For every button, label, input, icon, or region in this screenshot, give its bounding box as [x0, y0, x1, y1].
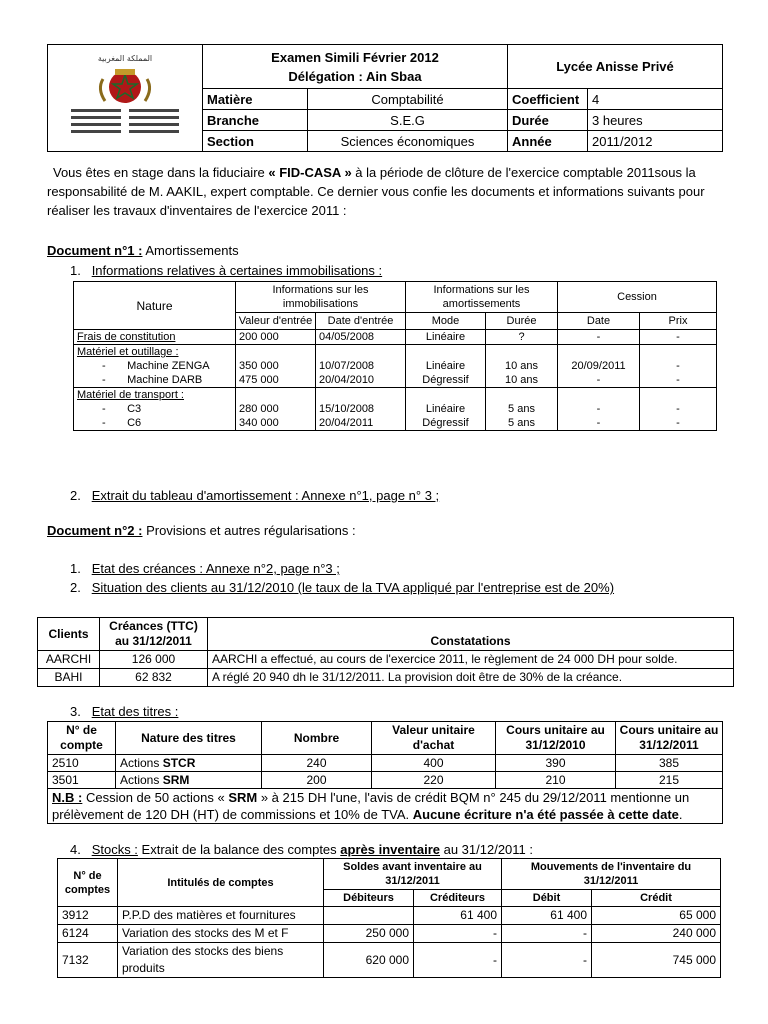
t2-cell: AARCHI	[38, 651, 100, 669]
t1-cell: -	[640, 402, 717, 416]
t3-note	[48, 789, 723, 824]
t1-cell: - C3	[74, 402, 236, 416]
t4-cell: 250 000	[324, 925, 414, 943]
t4-cell: 3912	[58, 907, 118, 925]
t1-cell	[316, 388, 406, 403]
t3-cell: 2510	[48, 755, 116, 772]
t4-cell: 61 400	[414, 907, 502, 925]
t4-cell: Variation des stocks des biens produits	[118, 943, 324, 978]
t4-cell: 7132	[58, 943, 118, 978]
label-annee: Année	[508, 131, 588, 152]
t1-cell: 10 ans	[486, 359, 558, 373]
t1-cell: Linéaire	[406, 330, 486, 345]
t4-cell: 620 000	[324, 943, 414, 978]
t1-cell: -	[640, 373, 717, 388]
t1-cell: 20/04/2010	[316, 373, 406, 388]
doc1-title: Amortissements	[142, 243, 239, 258]
t1-cell: -	[558, 402, 640, 416]
t1-cell	[406, 388, 486, 403]
table-row	[74, 402, 717, 416]
t3-cell	[116, 772, 262, 789]
label-section: Section	[203, 131, 308, 152]
t4-cell: 65 000	[592, 907, 721, 925]
t1-cell: -	[558, 416, 640, 431]
t4-cell: 6124	[58, 925, 118, 943]
t3-h-vua: Valeur unitaire d'achat	[372, 722, 496, 755]
ministry-logo	[48, 45, 203, 152]
t1-cell	[640, 388, 717, 403]
t1-h-prix: Prix	[640, 313, 717, 330]
exam-title-line1: Examen Simili Février 2012	[271, 49, 439, 65]
t4-h-credit: Crédit	[592, 890, 721, 907]
t3-title-name: STCR	[162, 756, 196, 770]
t1-cell: 340 000	[236, 416, 316, 431]
t1-cell: -	[640, 359, 717, 373]
t3-h-c2010: Cours unitaire au 31/12/2010	[496, 722, 616, 755]
titres-table	[47, 721, 723, 824]
t3-cell: 210	[496, 772, 616, 789]
t1-cell: Dégressif	[406, 373, 486, 388]
table-row	[38, 669, 734, 687]
t3-cell: 200	[262, 772, 372, 789]
table-row	[74, 330, 717, 345]
table-row	[74, 416, 717, 431]
clients-table	[37, 617, 734, 687]
t3-nb-end: .	[678, 807, 683, 822]
t3-nb-label: N.B :	[52, 790, 83, 805]
t1-cell	[558, 345, 640, 360]
doc2-item4: 4. Stocks : Extrait de la balance des comptes après inventaire au 31/12/2011 :	[70, 842, 534, 857]
t3-nb-srm: SRM	[228, 790, 258, 805]
t2-h-creances: Créances (TTC) au 31/12/2011	[100, 618, 208, 651]
t1-cell	[236, 388, 316, 403]
table-row	[48, 772, 723, 789]
doc1-label: Document n°1 :	[47, 243, 143, 258]
intro-text-2: à la période de clôture de l'exercice comptable 2011sous la responsabilité de M. AAKIL, expert comptable. Ce dernier vous confie les documents et informations suivants pour réaliser les travaux d'inventaires de l'exercice 2011 :	[47, 165, 705, 218]
label-coefficient: Coefficient	[508, 89, 588, 110]
t1-cell: 5 ans	[486, 402, 558, 416]
exam-title-line2: Délégation : Ain Sbaa	[288, 68, 422, 84]
t1-cell: 10 ans	[486, 373, 558, 388]
t2-cell: 62 832	[100, 669, 208, 687]
t2-h-constatations: Constatations	[208, 618, 734, 651]
t3-cell: 240	[262, 755, 372, 772]
crest-icon	[65, 49, 185, 145]
t1-cell	[486, 388, 558, 403]
doc2-item4-label: Stocks :	[91, 842, 138, 857]
doc2-item2: 2. Situation des clients au 31/12/2010 (le taux de la TVA appliqué par l'entreprise est de 20%)	[70, 580, 615, 595]
t1-h-valeur: Valeur d'entrée	[236, 313, 316, 330]
t1-h-immo: Informations sur les immobilisations	[236, 282, 406, 313]
t1-cell: -	[558, 330, 640, 345]
balance-table	[57, 858, 721, 978]
t3-nb-text: » à 215 DH l'une, l'avis de crédit BQM n° 245 du 29/12/2011 mentionne un prélèvement de 120 DH (HT) de commissions et 10% de TVA.	[52, 790, 690, 822]
t2-cell: 126 000	[100, 651, 208, 669]
doc1-item1: 1. Informations relatives à certaines immobilisations :	[70, 263, 383, 278]
t1-cell: Dégressif	[406, 416, 486, 431]
t1-cell: 200 000	[236, 330, 316, 345]
svg-text:المملكة المغربية: المملكة المغربية	[97, 53, 153, 63]
t3-h-compte: N° de compte	[48, 722, 116, 755]
t1-cell	[236, 345, 316, 360]
t2-h-clients: Clients	[38, 618, 100, 651]
exam-title	[203, 45, 508, 89]
t1-cell: 04/05/2008	[316, 330, 406, 345]
doc2-item1: 1. Etat des créances : Annexe n°2, page n°3 ;	[70, 561, 340, 576]
t1-cell: 15/10/2008	[316, 402, 406, 416]
t1-item-name: Machine DARB	[127, 374, 203, 386]
t1-cell: - C6	[74, 416, 236, 431]
t1-cell: - Machine ZENGA	[74, 359, 236, 373]
t1-cell: -	[640, 416, 717, 431]
t1-cell	[558, 388, 640, 403]
t3-cell: 385	[616, 755, 723, 772]
t1-cell	[406, 345, 486, 360]
t3-h-nature: Nature des titres	[116, 722, 262, 755]
doc1-heading	[47, 241, 727, 260]
t1-group-label: Matériel et outillage :	[74, 345, 236, 360]
t1-cell: Linéaire	[406, 359, 486, 373]
doc2-item4-text: Extrait de la balance des comptes	[137, 842, 341, 857]
t1-cell: -	[558, 373, 640, 388]
t3-nb-text: Cession de 50 actions «	[82, 790, 229, 805]
t3-cell: 3501	[48, 772, 116, 789]
doc2-item2-text: Situation des clients au 31/12/2010 (le taux de la TVA appliqué par l'entreprise est de 20%)	[91, 580, 615, 595]
t1-cell: 475 000	[236, 373, 316, 388]
t4-cell: 240 000	[592, 925, 721, 943]
t1-cell	[486, 345, 558, 360]
t1-group-label: Matériel de transport :	[74, 388, 236, 403]
t4-h-intitules: Intitulés de comptes	[118, 859, 324, 907]
table-row	[58, 943, 721, 978]
doc2-item1-text: Etat des créances : Annexe n°2, page n°3 ;	[91, 561, 340, 576]
t1-cell: 20/09/2011	[558, 359, 640, 373]
table-row	[74, 388, 717, 403]
t1-item-name: C3	[127, 403, 142, 415]
t1-cell: 20/04/2011	[316, 416, 406, 431]
t3-h-c2011: Cours unitaire au 31/12/2011	[616, 722, 723, 755]
label-branche: Branche	[203, 110, 308, 131]
t1-cell: ?	[486, 330, 558, 345]
value-branche: S.E.G	[308, 110, 508, 131]
t3-cell: 220	[372, 772, 496, 789]
intro-text-1: Vous êtes en stage dans la fiduciaire	[53, 165, 269, 180]
t1-item-name: C6	[127, 417, 142, 429]
doc1-item2: 2. Extrait du tableau d'amortissement : Annexe n°1, page n° 3 ;	[70, 488, 440, 503]
exam-header	[47, 44, 723, 152]
value-duree: 3 heures	[588, 110, 723, 131]
school-name: Lycée Anisse Privé	[508, 45, 723, 89]
immobilisations-table	[73, 281, 717, 431]
doc2-item4-end: au 31/12/2011 :	[440, 842, 534, 857]
label-duree: Durée	[508, 110, 588, 131]
doc2-item4-bold: après inventaire	[340, 842, 440, 857]
intro-firm: « FID-CASA »	[268, 165, 352, 180]
table-row	[38, 651, 734, 669]
t1-cell: 5 ans	[486, 416, 558, 431]
doc2-item3-text: Etat des titres :	[91, 704, 179, 719]
table-row	[74, 359, 717, 373]
t4-cell: -	[502, 925, 592, 943]
t3-cell: 400	[372, 755, 496, 772]
t3-cell	[116, 755, 262, 772]
table-row	[58, 907, 721, 925]
t3-prefix: Actions	[120, 773, 163, 787]
t4-cell: P.P.D des matières et fournitures	[118, 907, 324, 925]
intro-paragraph	[47, 163, 727, 220]
t1-h-cdate: Date	[558, 313, 640, 330]
t3-cell: 215	[616, 772, 723, 789]
t1-h-cession: Cession	[558, 282, 717, 313]
t1-cell	[640, 345, 717, 360]
value-coefficient: 4	[588, 89, 723, 110]
doc2-item3: 3. Etat des titres :	[70, 704, 179, 719]
t3-prefix: Actions	[120, 756, 163, 770]
t1-cell: Linéaire	[406, 402, 486, 416]
t4-h-debiteurs: Débiteurs	[324, 890, 414, 907]
t2-cell: AARCHI a effectué, au cours de l'exercice 2011, le règlement de 24 000 DH pour solde.	[208, 651, 734, 669]
t1-h-nature: Nature	[74, 282, 236, 330]
t1-cell: - Machine DARB	[74, 373, 236, 388]
t1-cell: 10/07/2008	[316, 359, 406, 373]
table-row	[74, 373, 717, 388]
t1-cell: 350 000	[236, 359, 316, 373]
doc2-heading	[47, 521, 727, 540]
t4-h-mouvements: Mouvements de l'inventaire du 31/12/2011	[502, 859, 721, 890]
table-row	[74, 345, 717, 360]
value-annee: 2011/2012	[588, 131, 723, 152]
t4-h-num: N° de comptes	[58, 859, 118, 907]
t4-cell: -	[414, 943, 502, 978]
value-matiere: Comptabilité	[308, 89, 508, 110]
t4-cell: -	[414, 925, 502, 943]
t3-h-nombre: Nombre	[262, 722, 372, 755]
t4-h-debit: Débit	[502, 890, 592, 907]
t4-cell: 61 400	[502, 907, 592, 925]
t1-cell	[316, 345, 406, 360]
doc2-label: Document n°2 :	[47, 523, 143, 538]
doc1-item1-text: Informations relatives à certaines immobilisations :	[91, 263, 383, 278]
t1-cell: Frais de constitution	[74, 330, 236, 345]
t1-item-name: Machine ZENGA	[127, 360, 210, 372]
t4-h-soldes: Soldes avant inventaire au 31/12/2011	[324, 859, 502, 890]
t4-cell: 745 000	[592, 943, 721, 978]
t1-h-mode: Mode	[406, 313, 486, 330]
t3-title-name: SRM	[162, 773, 190, 787]
table-row	[48, 755, 723, 772]
t2-cell: BAHI	[38, 669, 100, 687]
t3-nb-bold: Aucune écriture n'a été passée à cette date	[412, 807, 679, 822]
value-section: Sciences économiques	[308, 131, 508, 152]
t1-h-duree: Durée	[486, 313, 558, 330]
t1-h-amort: Informations sur les amortissements	[406, 282, 558, 313]
t4-h-crediteurs: Créditeurs	[414, 890, 502, 907]
t1-h-date: Date d'entrée	[316, 313, 406, 330]
doc1-item2-text: Extrait du tableau d'amortissement : Annexe n°1, page n° 3 ;	[91, 488, 440, 503]
t2-cell: A réglé 20 940 dh le 31/12/2011. La provision doit être de 30% de la créance.	[208, 669, 734, 687]
t4-cell: Variation des stocks des M et F	[118, 925, 324, 943]
t4-cell	[324, 907, 414, 925]
label-matiere: Matière	[203, 89, 308, 110]
t4-cell: -	[502, 943, 592, 978]
t1-cell: -	[640, 330, 717, 345]
table-row	[58, 925, 721, 943]
t1-cell: 280 000	[236, 402, 316, 416]
doc2-title: Provisions et autres régularisations :	[142, 523, 356, 538]
t3-cell: 390	[496, 755, 616, 772]
